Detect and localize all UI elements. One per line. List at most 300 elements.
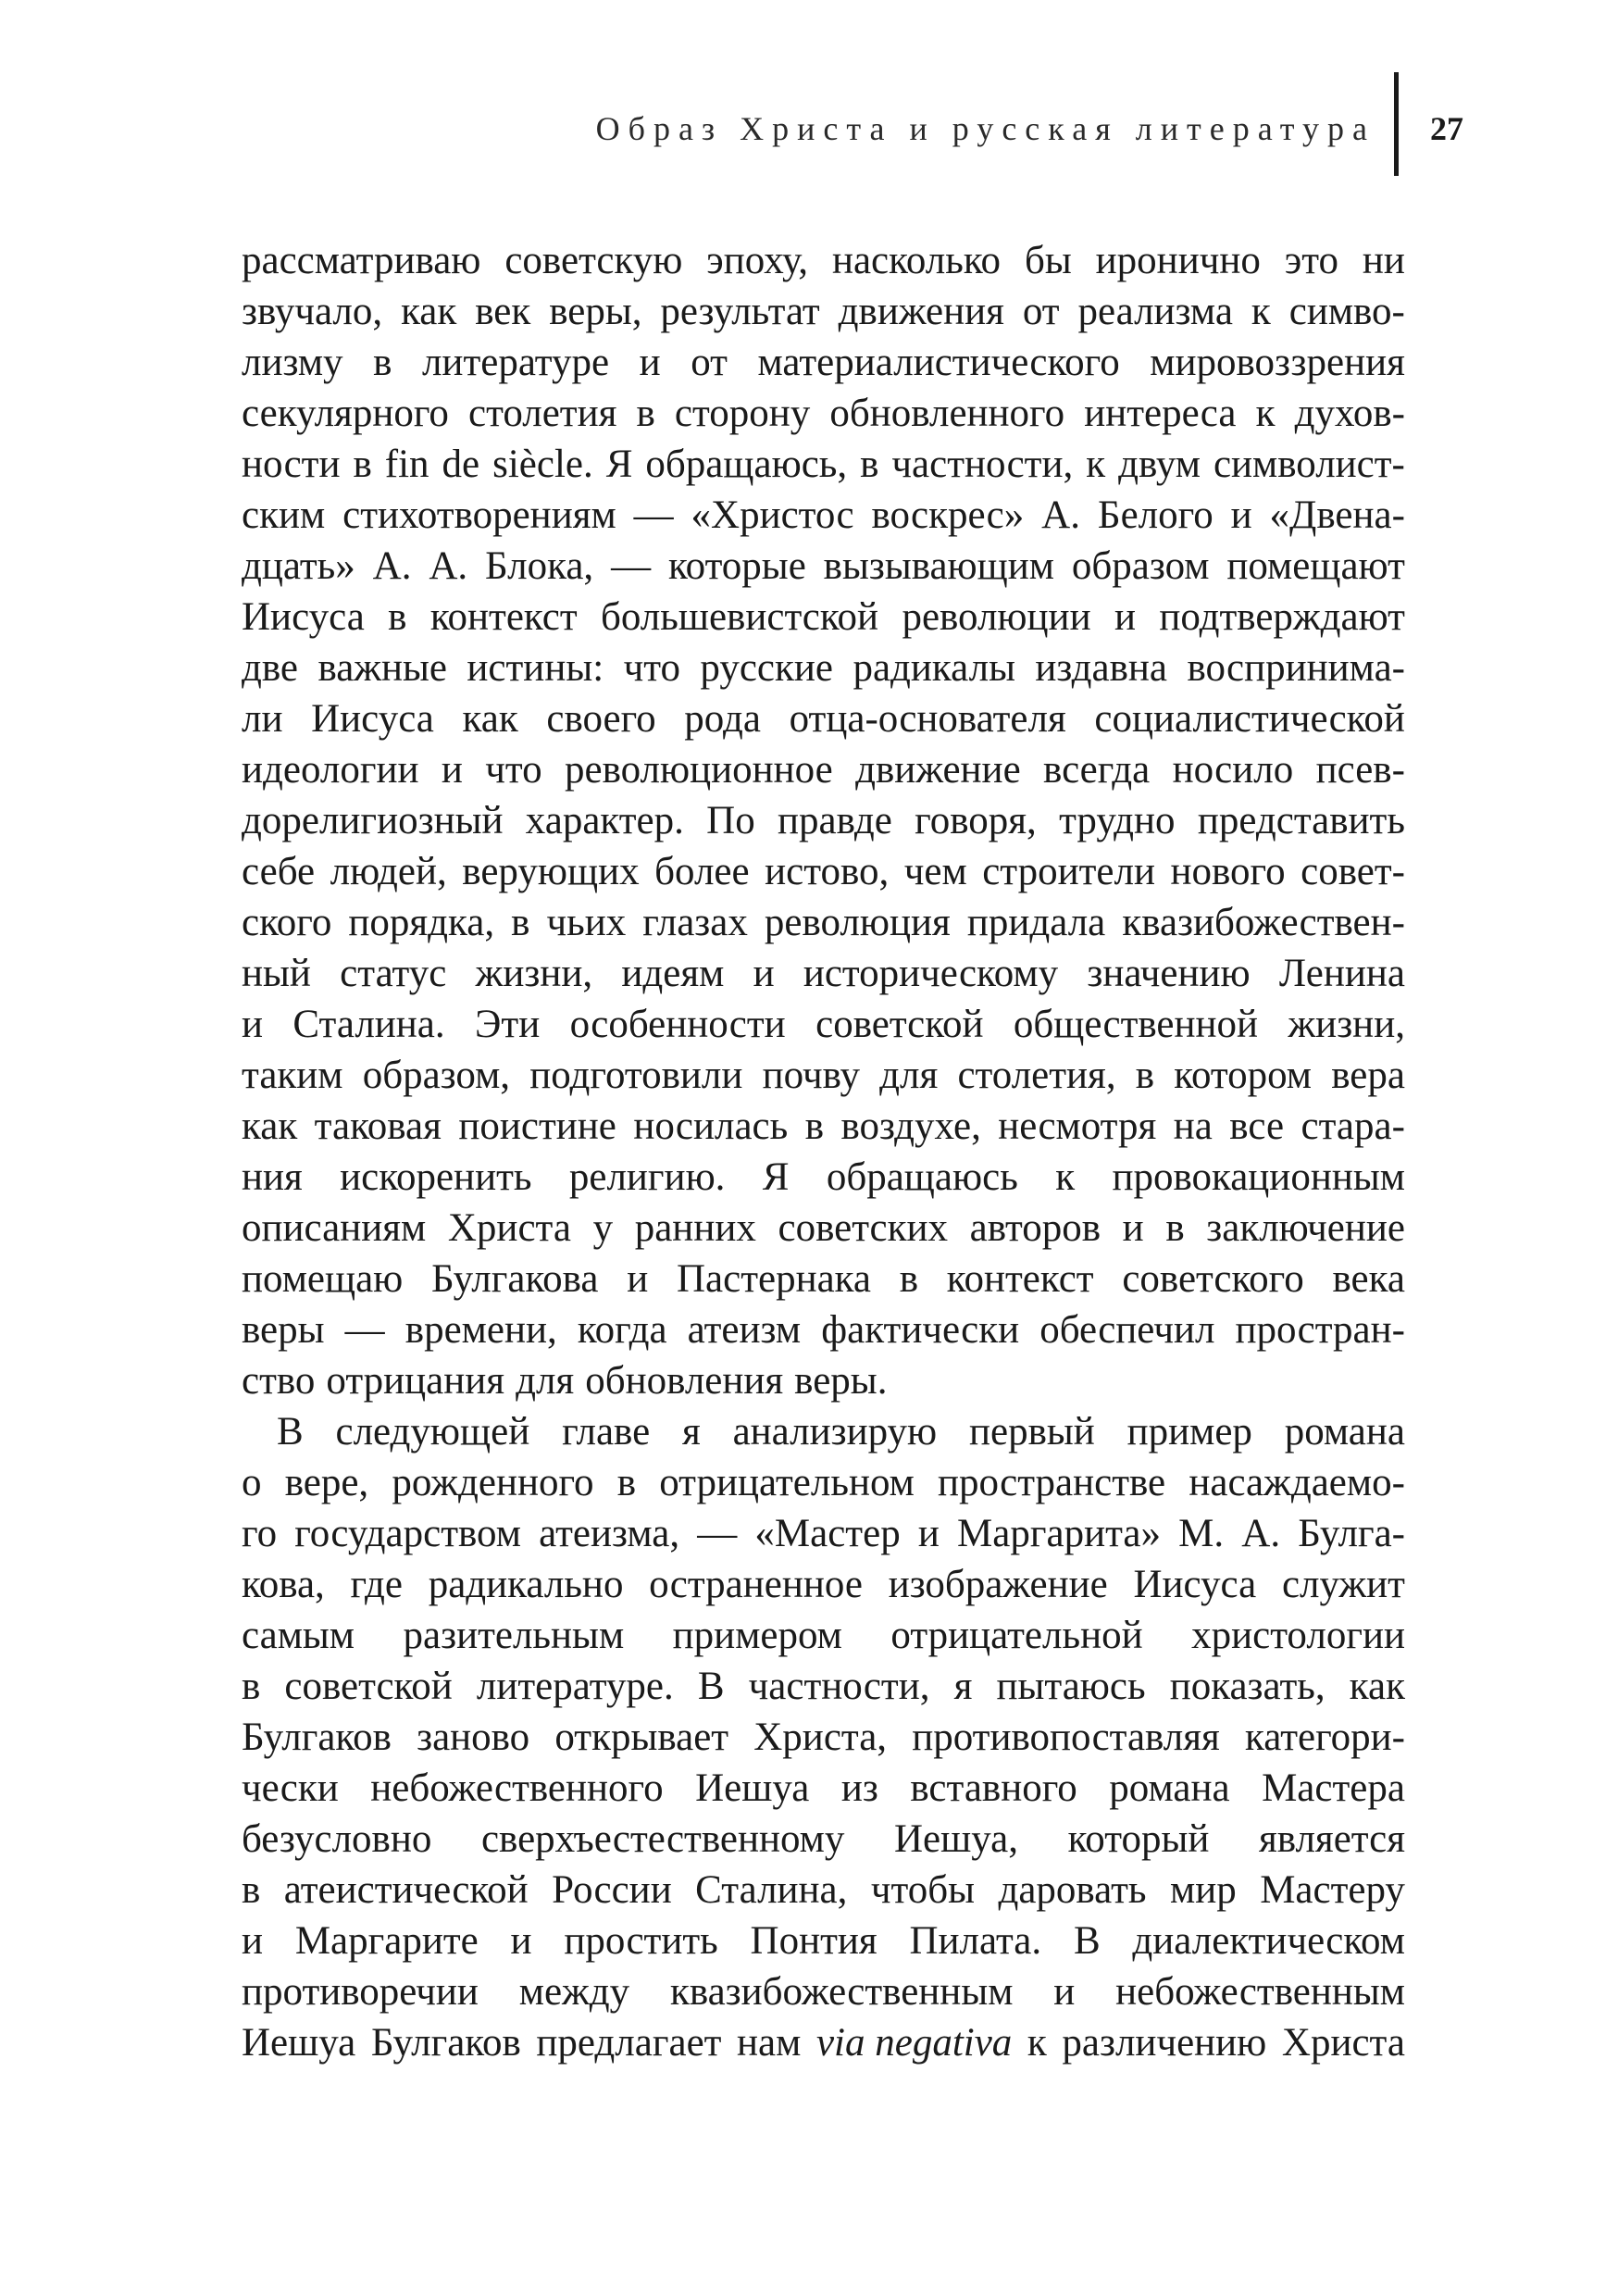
word: и [627, 1257, 649, 1301]
word: служит [1281, 1563, 1405, 1606]
word: столетия, [957, 1054, 1116, 1097]
word: романа [1109, 1766, 1230, 1810]
word: контекст [429, 595, 578, 639]
word: контекст [946, 1257, 1094, 1301]
word: изображение [888, 1563, 1108, 1606]
word: ского [242, 901, 332, 944]
word: в [242, 1665, 261, 1708]
word: в [511, 901, 530, 944]
word: категори- [1244, 1716, 1405, 1759]
word: века [1332, 1257, 1405, 1301]
word: радикалы [853, 646, 1015, 690]
word: веры, [549, 290, 642, 333]
word: Маргарита» [957, 1512, 1161, 1555]
word: кова, [242, 1563, 325, 1606]
word: пытаюсь [996, 1665, 1146, 1708]
word: советской [815, 1003, 984, 1046]
word: дорелигиозный [242, 799, 504, 842]
word: показать, [1169, 1665, 1326, 1708]
paragraph [242, 235, 1405, 1406]
word: Иешуа [695, 1766, 810, 1810]
word: литературе. [476, 1665, 674, 1708]
text-line [242, 795, 1405, 846]
word: Христа, [753, 1716, 888, 1759]
text-line [242, 388, 1405, 439]
word: результат [660, 290, 820, 333]
word: поистине [458, 1104, 616, 1148]
word: революционное [564, 748, 833, 792]
word: Мастера [1262, 1766, 1405, 1810]
word: квазибожествен- [1122, 901, 1405, 944]
word: как [462, 697, 518, 741]
word: является [1258, 1817, 1405, 1861]
word: Ленина [1278, 952, 1405, 995]
word: стара- [1301, 1104, 1405, 1148]
word: Маргарите [294, 1919, 479, 1963]
word: противопоставляя [912, 1716, 1220, 1759]
word: где [350, 1563, 403, 1606]
word: А. [429, 544, 468, 588]
word: в [616, 1461, 637, 1504]
text-line [242, 897, 1405, 948]
word: как [1349, 1665, 1405, 1708]
word: когда [577, 1308, 667, 1352]
word: реализма [1077, 290, 1233, 333]
word: движение [855, 748, 1021, 792]
word: простить [564, 1919, 718, 1963]
word: материалистического [757, 341, 1120, 384]
word: в [373, 341, 392, 384]
text-line [242, 999, 1405, 1050]
word: Я [605, 443, 633, 486]
word: Я [762, 1155, 790, 1199]
word: ния [242, 1155, 303, 1199]
word: в [860, 443, 879, 486]
word: воздухе, [840, 1104, 981, 1148]
text-line [242, 643, 1405, 693]
word: для [516, 1359, 575, 1403]
text-line [242, 1610, 1405, 1661]
running-title: Образ Христа и русская литература [595, 110, 1375, 147]
word: небожественным [1115, 1970, 1405, 2014]
word: что [623, 646, 680, 690]
word: представить [1197, 799, 1405, 842]
text-line [242, 846, 1405, 897]
word: глазах [642, 901, 748, 944]
word: Иисуса [311, 697, 434, 741]
text-line [242, 439, 1405, 490]
word: простран- [1235, 1308, 1405, 1352]
word: эпоху, [706, 239, 809, 282]
text-line [242, 1254, 1405, 1304]
word: стихотворениям [342, 493, 616, 537]
word: фактически [821, 1308, 1020, 1352]
word: воспринима- [1187, 646, 1405, 690]
word: Булгаков [370, 2021, 521, 2065]
word: жизни, [475, 952, 593, 995]
text-line [242, 1763, 1405, 1814]
word: А. [1241, 1512, 1281, 1555]
text-line [242, 1050, 1405, 1101]
word: в [804, 1104, 824, 1148]
word: Сталина. [292, 1003, 445, 1046]
word: всегда [1043, 748, 1151, 792]
word: помещают [1226, 544, 1405, 588]
word: русские [700, 646, 833, 690]
word: — [611, 544, 652, 588]
word: образом [1071, 544, 1210, 588]
word: подтверждают [1159, 595, 1405, 639]
word: М. [1178, 1512, 1225, 1555]
word: все [1229, 1104, 1285, 1148]
word: историческому [803, 952, 1059, 995]
word: времени, [404, 1308, 557, 1352]
word: различению [1062, 2021, 1267, 2065]
word: особенности [569, 1003, 786, 1046]
word: насаждаемо- [1189, 1461, 1405, 1504]
word: и [510, 1919, 532, 1963]
word: советской [284, 1665, 453, 1708]
word: de [442, 443, 480, 486]
word: В [277, 1410, 304, 1454]
word: которые [667, 544, 806, 588]
word: от [1022, 290, 1060, 333]
word: псев- [1315, 748, 1405, 792]
word: иронично [1095, 239, 1261, 282]
word: вера [1331, 1054, 1405, 1097]
text-line [242, 744, 1405, 795]
text-line [242, 693, 1405, 744]
word: я [953, 1665, 973, 1708]
word: Христа [447, 1206, 571, 1250]
word: ским [242, 493, 326, 537]
word: говоря, [915, 799, 1037, 842]
word: советскую [504, 239, 683, 282]
word: Мастеру [1260, 1868, 1405, 1912]
word: носило [1172, 748, 1294, 792]
word: я [682, 1410, 701, 1454]
word: ности [242, 443, 341, 486]
word: вере, [284, 1461, 369, 1504]
text-line [242, 1814, 1405, 1865]
word: В [1073, 1919, 1101, 1963]
word: чески [242, 1766, 339, 1810]
word: в [636, 392, 655, 435]
word: и [1230, 493, 1252, 537]
word: таковая [314, 1104, 442, 1148]
word: подготовили [529, 1054, 743, 1097]
word: Пастернака [676, 1257, 872, 1301]
word: и [1114, 595, 1136, 639]
word: издавна [1035, 646, 1167, 690]
word: на [1173, 1104, 1213, 1148]
word: сторону [674, 392, 811, 435]
word: Христа [1281, 2021, 1405, 2065]
word: носилась [633, 1104, 789, 1148]
word: Блока, [485, 544, 594, 588]
word: характер. [525, 799, 684, 842]
word: — [344, 1308, 385, 1352]
word: сверхъестественному [480, 1817, 845, 1861]
word: предлагает [536, 2021, 722, 2065]
word: звучало, [242, 290, 383, 333]
word: в [388, 595, 407, 639]
body-text [242, 235, 1405, 2068]
word: трудно [1059, 799, 1176, 842]
word: большевистской [600, 595, 879, 639]
word: о [242, 1461, 262, 1504]
word: в [353, 443, 372, 486]
word: своего [546, 697, 656, 741]
word: частности, [891, 443, 1074, 486]
word: Иешуа [242, 2021, 356, 2065]
word: почву [762, 1054, 860, 1097]
text-line [242, 592, 1405, 643]
word: противоречии [242, 1970, 479, 2014]
word: в [242, 1868, 261, 1912]
text-line [242, 1712, 1405, 1763]
word: себе [242, 850, 316, 893]
word: более [654, 850, 750, 893]
word: дцать» [242, 544, 355, 588]
word: идеологии [242, 748, 419, 792]
word: идеям [621, 952, 725, 995]
word: Иисуса [242, 595, 365, 639]
word: и [1122, 1206, 1144, 1250]
word: и [441, 748, 463, 792]
text-line [242, 1203, 1405, 1254]
word: примером [672, 1614, 842, 1657]
word: «Мастер [754, 1512, 901, 1555]
word: мир [1170, 1868, 1237, 1912]
italic-phrase: via negativa [815, 2021, 1013, 2065]
word: чем [903, 850, 967, 893]
word: государством [294, 1512, 521, 1555]
word: истово, [765, 850, 890, 893]
word: и [1053, 1970, 1076, 2014]
word: провокационным [1112, 1155, 1405, 1199]
word: пример [1126, 1410, 1252, 1454]
word: Пилата. [909, 1919, 1042, 1963]
word: это [1284, 239, 1338, 282]
word: воскрес» [871, 493, 1025, 537]
word: симво- [1288, 290, 1405, 333]
word: ство [242, 1359, 316, 1403]
word: описаниям [242, 1206, 427, 1250]
text-line [242, 1152, 1405, 1203]
word: Булгакова [431, 1257, 599, 1301]
word: помещаю [242, 1257, 404, 1301]
word: обращаюсь [826, 1155, 1018, 1199]
word: siècle. [492, 443, 593, 486]
text-line [242, 1355, 1405, 1406]
text-line [242, 1508, 1405, 1559]
word: советских [778, 1206, 949, 1250]
word: что [485, 748, 542, 792]
word: котором [1174, 1054, 1313, 1097]
word: для [879, 1054, 939, 1097]
text-line [242, 1559, 1405, 1610]
word: веры [242, 1308, 325, 1352]
word: Белого [1097, 493, 1214, 537]
word: статус [340, 952, 447, 995]
word: и [242, 1003, 264, 1046]
word: Иисуса [1133, 1563, 1257, 1606]
word: столетия [468, 392, 617, 435]
word: к [1055, 1155, 1076, 1199]
word: небожественного [370, 1766, 664, 1810]
text-line [242, 490, 1405, 541]
word: вызывающим [823, 544, 1055, 588]
word: духов- [1294, 392, 1405, 435]
word: искоренить [340, 1155, 532, 1199]
text-line [242, 1304, 1405, 1355]
word: главе [562, 1410, 651, 1454]
word: революция [764, 901, 951, 944]
word: атеистической [283, 1868, 529, 1912]
word: строители [982, 850, 1155, 893]
word: следующей [335, 1410, 530, 1454]
word: вставного [910, 1766, 1077, 1810]
word: частности, [748, 1665, 930, 1708]
word: России [552, 1868, 672, 1912]
word: и [242, 1919, 264, 1963]
word: к [1255, 392, 1276, 435]
word: диалектическом [1132, 1919, 1405, 1963]
word: жизни, [1288, 1003, 1405, 1046]
word: мировоззрения [1150, 341, 1405, 384]
word: в [1135, 1054, 1155, 1097]
text-line [242, 1406, 1405, 1457]
word: «Христос [691, 493, 854, 537]
text-line [242, 948, 1405, 999]
text-line [242, 1865, 1405, 1915]
text-line [242, 235, 1405, 286]
word: А. [1041, 493, 1080, 537]
word: отрицательной [890, 1614, 1143, 1657]
word: социалистической [1094, 697, 1405, 741]
word: заключение [1206, 1206, 1405, 1250]
word: первый [968, 1410, 1095, 1454]
word: лизму [242, 341, 343, 384]
word: как [401, 290, 457, 333]
word: ный [242, 952, 311, 995]
word: литературе [421, 341, 610, 384]
word: который [1067, 1817, 1210, 1861]
word: религию. [568, 1155, 726, 1199]
word: Сталина, [695, 1868, 848, 1912]
word: отрицательном [659, 1461, 915, 1504]
word: ранних [634, 1206, 756, 1250]
word: атеизма, [539, 1512, 680, 1555]
word: fin [384, 443, 429, 486]
word: общественной [1013, 1003, 1259, 1046]
word: радикально [428, 1563, 624, 1606]
word: символист- [1213, 443, 1405, 486]
word: насколько [831, 239, 1002, 282]
word: Понтия [750, 1919, 877, 1963]
text-line [242, 1966, 1405, 2017]
word: ни [1362, 239, 1405, 282]
word: в [899, 1257, 919, 1301]
word: А. [372, 544, 412, 588]
word: рассматриваю [242, 239, 481, 282]
header-divider [1394, 72, 1399, 176]
word: обновленного [829, 392, 1065, 435]
word: обращаюсь, [645, 443, 848, 486]
word: рожденного [392, 1461, 594, 1504]
word: обеспечил [1039, 1308, 1215, 1352]
word: несмотря [998, 1104, 1157, 1148]
word: между [518, 1970, 630, 2014]
word: авторов [969, 1206, 1101, 1250]
paragraph [242, 1406, 1405, 2068]
word: порядка, [348, 901, 495, 944]
word: две [242, 646, 299, 690]
word: значению [1087, 952, 1251, 995]
word: чтобы [870, 1868, 975, 1912]
word: советского [1122, 1257, 1304, 1301]
word: В [697, 1665, 725, 1708]
text-line [242, 337, 1405, 388]
word: безусловно [242, 1817, 432, 1861]
word: чьих [546, 901, 627, 944]
word: пространстве [938, 1461, 1166, 1504]
word: движения [838, 290, 1004, 333]
word: Булгаков [242, 1716, 392, 1759]
text-line [242, 2017, 1405, 2068]
word: к [1251, 290, 1271, 333]
word: к [1086, 443, 1106, 486]
word: и [753, 952, 775, 995]
text-line [242, 1661, 1405, 1712]
word: ли [242, 697, 283, 741]
word: совет- [1301, 850, 1405, 893]
word: квазибожественным [669, 1970, 1014, 2014]
text-line [242, 286, 1405, 337]
word: век [475, 290, 531, 333]
word: атеизм [687, 1308, 802, 1352]
word: — [697, 1512, 738, 1555]
word: анализирую [732, 1410, 938, 1454]
word: самым [242, 1614, 355, 1657]
word: По [706, 799, 755, 842]
word: обновления [585, 1359, 784, 1403]
word: и [917, 1512, 940, 1555]
word: открывает [554, 1716, 729, 1759]
word: у [592, 1206, 614, 1250]
word: Эти [475, 1003, 541, 1046]
word: людей, [330, 850, 447, 893]
word: «Двена- [1269, 493, 1405, 537]
word: двум [1118, 443, 1201, 486]
word: верующих [462, 850, 640, 893]
word: веры. [794, 1359, 888, 1403]
word: важные [317, 646, 447, 690]
word: остраненное [649, 1563, 863, 1606]
word: придала [966, 901, 1106, 944]
word: заново [417, 1716, 530, 1759]
word: отрицания [326, 1359, 505, 1403]
text-line [242, 1457, 1405, 1508]
word: секулярного [242, 392, 449, 435]
word: даровать [998, 1868, 1147, 1912]
word: романа [1284, 1410, 1405, 1454]
running-head [0, 100, 1618, 174]
word: — [633, 493, 674, 537]
word: образом, [362, 1054, 511, 1097]
text-line [242, 541, 1405, 592]
